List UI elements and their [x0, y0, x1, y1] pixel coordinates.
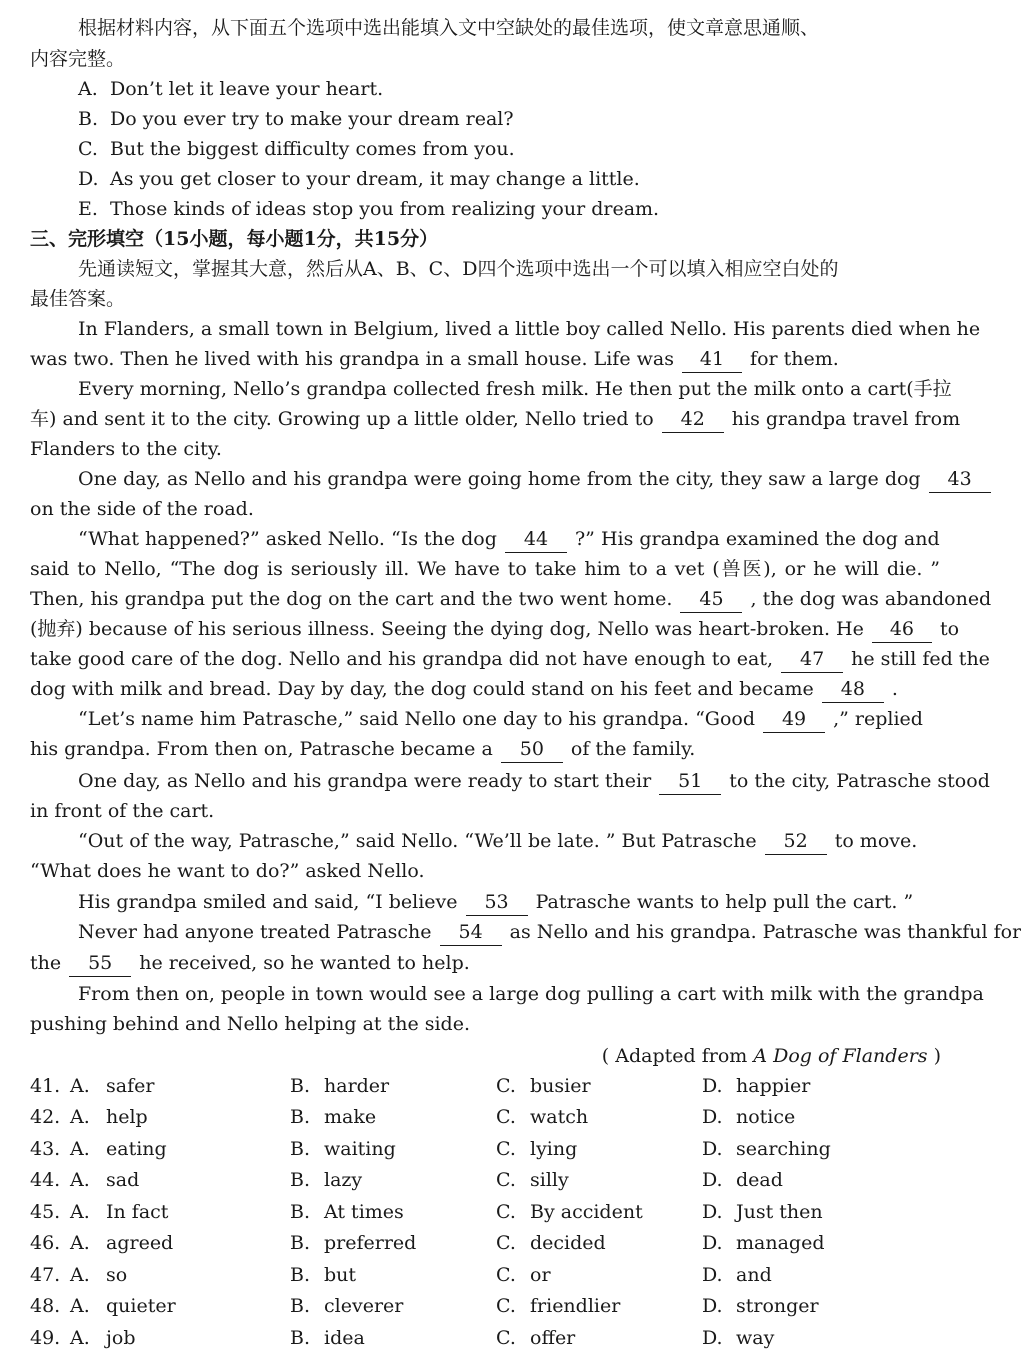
blank-44[interactable]: 44 — [505, 527, 567, 553]
option-letter: A. — [70, 1295, 90, 1317]
passage-line: in front of the cart. — [30, 800, 215, 822]
option-text[interactable]: stronger — [736, 1295, 819, 1317]
passage-line: 车) and sent it to the city. Growing up a little older, Nello tried to 42 his grandpa travel from — [0, 404, 967, 434]
option-text[interactable]: dead — [736, 1169, 783, 1191]
blank-49[interactable]: 49 — [763, 707, 825, 733]
option-letter: C. — [496, 1264, 516, 1286]
passage-line: take good care of the dog. Nello and his grandpa did not have enough to eat, 47 he still fed the — [0, 644, 967, 674]
option-letter: B. — [290, 1106, 311, 1128]
question-row — [0, 1323, 967, 1353]
option-text[interactable]: Just then — [736, 1201, 823, 1223]
option-text[interactable]: quieter — [106, 1295, 176, 1317]
passage-line: (抛弃) because of his serious illness. Seeing the dying dog, Nello was heart-broken. He 46 to — [0, 614, 967, 644]
passage-line: his grandpa. From then on, Patrasche became a 50 of the family. — [0, 734, 967, 764]
passage-line: said to Nello, “The dog is seriously ill. We have to take him to a vet (兽医), or he will die. ” — [30, 558, 940, 580]
question-number: 49. — [30, 1327, 61, 1349]
instruction-line: 内容完整。 — [30, 48, 126, 70]
option-letter: C. — [496, 1138, 516, 1160]
passage-line: From then on, people in town would see a large dog pulling a cart with milk with the grandpa — [78, 983, 984, 1005]
option-text[interactable]: busier — [530, 1075, 591, 1097]
option-letter: A. — [70, 1232, 90, 1254]
option-text[interactable]: job — [106, 1327, 136, 1349]
question-number: 42. — [30, 1106, 61, 1128]
option-text[interactable]: agreed — [106, 1232, 174, 1254]
option-letter: A. — [70, 1075, 90, 1097]
passage-line: “Let’s name him Patrasche,” said Nello one day to his grandpa. “Good 49 ,” replied — [0, 704, 967, 734]
option-text[interactable]: eating — [106, 1138, 167, 1160]
option-text[interactable]: notice — [736, 1106, 796, 1128]
option-text[interactable]: but — [324, 1264, 357, 1286]
question-number: 43. — [30, 1138, 61, 1160]
passage-line: His grandpa smiled and said, “I believe 53 Patrasche wants to help pull the cart. ” — [0, 887, 967, 917]
instruction-line: 最佳答案。 — [30, 288, 126, 310]
option-letter: B. — [290, 1201, 311, 1223]
blank-52[interactable]: 52 — [765, 829, 827, 855]
blank-41[interactable]: 41 — [682, 347, 742, 373]
passage-line: Never had anyone treated Patrasche 54 as Nello and his grandpa. Patrasche was thankful for — [0, 917, 967, 947]
source-title: A Dog of Flanders — [753, 1045, 928, 1067]
option-letter: C. — [496, 1075, 516, 1097]
passage-line: One day, as Nello and his grandpa were going home from the city, they saw a large dog 43 — [0, 464, 967, 494]
passage-line: Flanders to the city. — [30, 438, 222, 460]
blank-46[interactable]: 46 — [872, 617, 932, 643]
option-text[interactable]: and — [736, 1264, 772, 1286]
option-letter: B. — [290, 1295, 311, 1317]
passage-line: on the side of the road. — [30, 498, 254, 520]
option-letter: D. — [702, 1327, 723, 1349]
instruction-line: 先通读短文，掌握其大意，然后从A、B、C、D四个选项中选出一个可以填入相应空白处的 — [78, 258, 839, 280]
blank-55[interactable]: 55 — [69, 951, 131, 977]
option-letter: B. — [290, 1327, 311, 1349]
question-number: 44. — [30, 1169, 61, 1191]
blank-54[interactable]: 54 — [440, 920, 502, 946]
option-letter: A. — [70, 1138, 90, 1160]
passage-line: In Flanders, a small town in Belgium, lived a little boy called Nello. His parents died when he — [78, 318, 981, 340]
question-row — [0, 1197, 967, 1227]
option-letter: C. — [496, 1201, 516, 1223]
option-text[interactable]: silly — [530, 1169, 569, 1191]
option-text[interactable]: watch — [530, 1106, 589, 1128]
option-text[interactable]: At times — [324, 1201, 404, 1223]
option-letter: D. — [702, 1138, 723, 1160]
option-letter: C. — [496, 1232, 516, 1254]
option-letter: A. — [70, 1201, 90, 1223]
option-text[interactable]: managed — [736, 1232, 825, 1254]
option-letter: B. — [290, 1075, 311, 1097]
passage-line: the 55 he received, so he wanted to help. — [0, 948, 967, 978]
option-text[interactable]: idea — [324, 1327, 365, 1349]
option-text[interactable]: lazy — [324, 1169, 363, 1191]
option-text[interactable]: harder — [324, 1075, 390, 1097]
option-text[interactable]: happier — [736, 1075, 811, 1097]
option-c: C. But the biggest difficulty comes from you. — [78, 138, 515, 160]
option-letter: D. — [702, 1106, 723, 1128]
option-text[interactable]: By accident — [530, 1201, 643, 1223]
option-text[interactable]: sad — [106, 1169, 140, 1191]
option-letter: A. — [70, 1169, 90, 1191]
blank-47[interactable]: 47 — [781, 647, 843, 673]
option-text[interactable]: decided — [530, 1232, 606, 1254]
option-text[interactable]: help — [106, 1106, 148, 1128]
option-e: E. Those kinds of ideas stop you from realizing your dream. — [78, 198, 660, 220]
question-row — [0, 1260, 967, 1290]
option-text[interactable]: safer — [106, 1075, 155, 1097]
blank-43[interactable]: 43 — [929, 467, 991, 493]
option-letter: C. — [496, 1169, 516, 1191]
option-text[interactable]: waiting — [324, 1138, 396, 1160]
question-row — [0, 1165, 967, 1195]
option-b: B. Do you ever try to make your dream real? — [78, 108, 514, 130]
option-text[interactable]: or — [530, 1264, 551, 1286]
question-number: 48. — [30, 1295, 61, 1317]
option-letter: D. — [702, 1232, 723, 1254]
question-row — [0, 1071, 967, 1101]
option-text[interactable]: cleverer — [324, 1295, 404, 1317]
option-text[interactable]: In fact — [106, 1201, 169, 1223]
passage-line: Every morning, Nello’s grandpa collected fresh milk. He then put the milk onto a cart(手拉 — [78, 378, 952, 400]
question-row — [0, 1134, 967, 1164]
question-number: 45. — [30, 1201, 61, 1223]
question-row — [0, 1291, 967, 1321]
passage-line: “Out of the way, Patrasche,” said Nello. “We’ll be late. ” But Patrasche 52 to move. — [0, 826, 967, 856]
blank-53[interactable]: 53 — [466, 890, 528, 916]
instruction-line: 根据材料内容，从下面五个选项中选出能填入文中空缺处的最佳选项，使文章意思通顺、 — [78, 17, 820, 39]
option-a: A. Don’t let it leave your heart. — [78, 78, 384, 100]
passage-line: “What happened?” asked Nello. “Is the dog 44 ?” His grandpa examined the dog and — [0, 524, 967, 554]
passage-line: pushing behind and Nello helping at the side. — [30, 1013, 470, 1035]
option-text[interactable]: searching — [736, 1138, 831, 1160]
passage-line: One day, as Nello and his grandpa were ready to start their 51 to the city, Patrasche stood — [0, 766, 967, 796]
blank-50[interactable]: 50 — [501, 737, 563, 763]
passage-line: Then, his grandpa put the dog on the cart and the two went home. 45 , the dog was abandoned — [0, 584, 967, 614]
passage-line: was two. Then he lived with his grandpa in a small house. Life was 41 for them. — [0, 344, 967, 374]
option-text[interactable]: so — [106, 1264, 128, 1286]
option-letter: A. — [70, 1264, 90, 1286]
option-text[interactable]: friendlier — [530, 1295, 621, 1317]
option-letter: B. — [290, 1138, 311, 1160]
question-number: 46. — [30, 1232, 61, 1254]
option-letter: C. — [496, 1327, 516, 1349]
question-row — [0, 1102, 967, 1132]
blank-48[interactable]: 48 — [822, 677, 884, 703]
option-d: D. As you get closer to your dream, it may change a little. — [78, 168, 640, 190]
option-letter: A. — [70, 1327, 90, 1349]
option-text[interactable]: way — [736, 1327, 775, 1349]
question-number: 47. — [30, 1264, 61, 1286]
passage-line: dog with milk and bread. Day by day, the dog could stand on his feet and became 48 . — [0, 674, 967, 704]
option-letter: B. — [290, 1264, 311, 1286]
option-letter: C. — [496, 1106, 516, 1128]
blank-45[interactable]: 45 — [680, 587, 742, 613]
option-text[interactable]: preferred — [324, 1232, 417, 1254]
option-letter: D. — [702, 1169, 723, 1191]
option-letter: D. — [702, 1295, 723, 1317]
section-title: 三、完形填空（15小题，每小题1分，共15分） — [30, 228, 439, 250]
blank-51[interactable]: 51 — [659, 769, 721, 795]
passage-line: “What does he want to do?” asked Nello. — [30, 860, 425, 882]
option-letter: B. — [290, 1169, 311, 1191]
option-letter: D. — [702, 1264, 723, 1286]
source-attribution: ( Adapted from A Dog of Flanders ) — [601, 1045, 941, 1067]
option-letter: B. — [290, 1232, 311, 1254]
option-letter: D. — [702, 1201, 723, 1223]
option-letter: D. — [702, 1075, 723, 1097]
question-row — [0, 1228, 967, 1258]
option-text[interactable]: make — [324, 1106, 377, 1128]
option-text[interactable]: offer — [530, 1327, 576, 1349]
question-number: 41. — [30, 1075, 61, 1097]
option-letter: C. — [496, 1295, 516, 1317]
option-letter: A. — [70, 1106, 90, 1128]
option-text[interactable]: lying — [530, 1138, 578, 1160]
blank-42[interactable]: 42 — [662, 407, 724, 433]
